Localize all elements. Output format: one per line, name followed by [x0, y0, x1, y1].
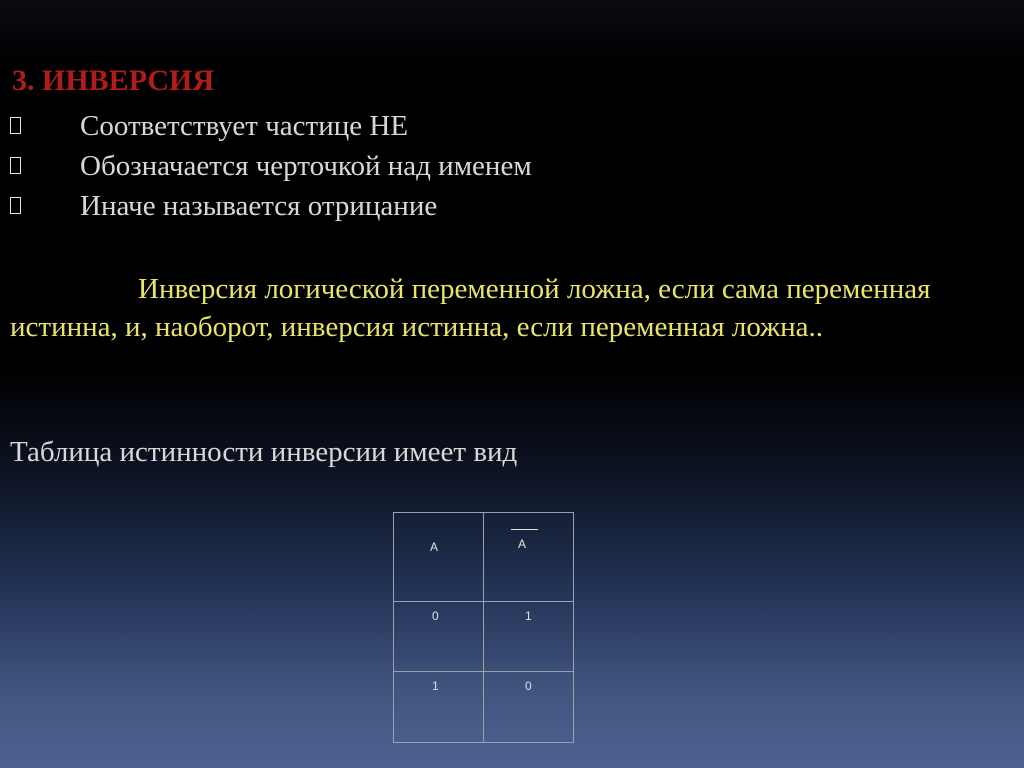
table-cell: [484, 602, 574, 672]
slide-title: 3. ИНВЕРСИЯ: [12, 64, 215, 97]
table-cell: [394, 602, 484, 672]
header-cell-a: [394, 513, 484, 602]
truth-table: [393, 512, 574, 743]
bullet-text: Соответствует частице НЕ: [80, 110, 409, 142]
cell-value: 1: [432, 679, 439, 693]
cell-value: 0: [432, 609, 439, 623]
bullet-text: Иначе называется отрицание: [80, 190, 438, 222]
table-cell: [394, 672, 484, 743]
bullet-marker-icon: [10, 197, 21, 214]
bullet-text: Обозначается черточкой над именем: [80, 150, 532, 182]
table-caption: Таблица истинности инверсии имеет вид: [10, 436, 518, 468]
header-cell-not-a: [484, 513, 574, 602]
cell-value: 0: [525, 679, 532, 693]
overline-bar: [511, 529, 538, 530]
bullet-marker-icon: [10, 157, 21, 174]
bullet-marker-icon: [10, 117, 21, 134]
cell-value: 1: [525, 609, 532, 623]
header-label: А: [430, 540, 439, 554]
table-header-row: [394, 513, 574, 602]
header-label: А: [518, 537, 527, 551]
table-row: [394, 602, 574, 672]
definition-paragraph: Инверсия логической переменной ложна, если сама переменная истинна, и, наоборот, инверсия истинна, если переменная ложна..: [10, 273, 931, 343]
table-row: [394, 672, 574, 743]
table-cell: [484, 672, 574, 743]
